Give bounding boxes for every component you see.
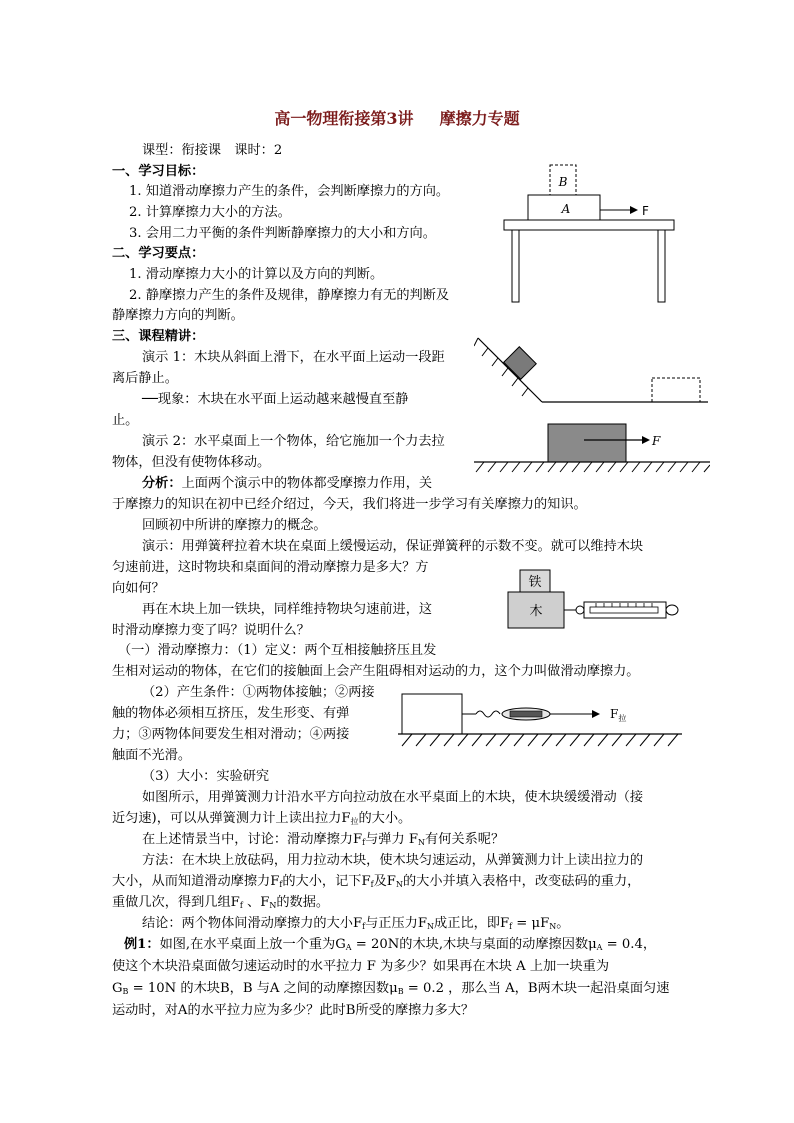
scale-ring: [666, 605, 678, 615]
title-part2: 摩擦力专题: [439, 109, 520, 128]
example1-l1s2: A: [596, 943, 603, 952]
exp-line3-a: 在上述情景当中，讨论：滑动摩擦力F: [142, 832, 363, 847]
method-line1: 方法：在木块上放砝码，用力拉动木块，使木块匀速运动，从弹簧测力计上读出拉力的: [142, 853, 644, 868]
example1-l3s1: B: [122, 987, 129, 996]
push-force-label: F: [652, 434, 661, 448]
force-arrow-head: [630, 206, 638, 214]
surface-hatching: [476, 462, 710, 472]
pulled-block: [402, 694, 462, 734]
method-line2-s3: N: [395, 880, 403, 889]
figure-iron-wood-scale: [504, 568, 680, 632]
method-line2-b: 的大小，记下F: [282, 874, 371, 889]
conclusion-s4: N: [549, 922, 557, 931]
method-line2: [112, 873, 640, 894]
conclusion-c: 成正比，即F: [434, 916, 510, 931]
review-line: 回顾初中所讲的摩擦力的概念。: [142, 518, 327, 533]
method-line3-s1: f: [239, 901, 243, 910]
push-force-head: [642, 436, 650, 444]
demo3-line1: 演示：用弹簧秤拉着木块在桌面上缓慢运动，保证弹簧秤的示数不变。就可以维持木块: [142, 539, 644, 554]
final-position-dashed: [652, 378, 700, 402]
demo2-line2: 物体，但没有使物体移动。: [112, 455, 271, 470]
demo1-line1: 演示 1：木块从斜面上滑下，在水平面上运动一段距: [142, 350, 445, 365]
pull-force-label: $F_拉$: [610, 707, 627, 723]
example1-l3s2: B: [397, 987, 404, 996]
example1-l1b: = 20N的木块,木块与桌面的动摩擦因数μ: [351, 937, 597, 952]
figure-push-block: [474, 420, 710, 476]
method-line3-c: 的数据。: [276, 895, 330, 910]
method-line2-c: 及F: [373, 874, 396, 889]
sec1-item-1: 1. 知道滑动摩擦力产生的条件，会判断摩擦力的方向。: [129, 184, 450, 199]
sec2-item-2: 2. 静摩擦力产生的条件及规律，静摩擦力有无的判断及: [129, 288, 450, 303]
exp-line3-b: 与弹力 F: [365, 832, 419, 847]
example1-l3c: = 0.2 ，那么当 A，B两木块一起沿桌面匀速: [403, 981, 670, 996]
example1-line3: [112, 980, 669, 1001]
label-b: B: [558, 175, 568, 189]
conclusion-s3: f: [509, 922, 513, 931]
exp-line2: [112, 810, 411, 831]
demo1-phenomenon: ──现象：木块在水平面上运动越来越慢直至静: [142, 392, 409, 407]
method-line3-a: 重做几次，得到几组F: [112, 895, 240, 910]
example1-l1c: = 0.4，: [602, 937, 657, 952]
method-line2-d: 的大小并填入表格中，改变砝码的重力，: [402, 874, 641, 889]
table-leg-left: [512, 230, 519, 302]
table-top: [504, 220, 674, 230]
method-line3-s2: N: [269, 901, 277, 910]
table-leg-right: [658, 230, 665, 302]
analysis-line1: [142, 475, 432, 493]
spring-coil: [476, 711, 500, 717]
example1-label: 例1：: [124, 937, 160, 952]
method-line3: [112, 894, 329, 915]
conclusion-a: 结论：两个物体间滑动摩擦力的大小F: [142, 916, 363, 931]
demo3-line4: 再在木块上加一铁块，同样维持物块匀速前进，这: [142, 602, 433, 617]
sec2-item-1: 1. 滑动摩擦力大小的计算以及方向的判断。: [129, 267, 384, 282]
iron-label: 铁: [528, 575, 542, 590]
exp-line3-s2: N: [418, 838, 426, 847]
sec2-heading: 二、学习要点：: [112, 246, 205, 261]
exp-line2-a: 近匀速)，可以从弹簧测力计上读出拉力F: [112, 811, 351, 826]
example1-l3a: G: [112, 981, 123, 996]
method-line3-b: 、F: [242, 895, 270, 910]
incline-surface: [478, 338, 542, 402]
analysis-label: 分析：: [142, 476, 182, 491]
analysis-line2: 于摩擦力的知识在初中已经介绍过，今天，我们将进一步学习有关摩擦力的知识。: [112, 497, 587, 512]
sliding-def-2: 生相对运动的物体，在它们的接触面上会产生阻碍相对运动的力，这个力叫做滑动摩擦力。: [112, 664, 640, 679]
exp-line3: [142, 831, 504, 852]
sliding-block: [504, 347, 537, 380]
analysis-text: 上面两个演示中的物体都受摩擦力作用，关: [181, 476, 433, 491]
page-title: [0, 106, 794, 129]
ground-hatching: [402, 734, 678, 746]
example1-l1a: 如图,在水平桌面上放一个重为G: [159, 937, 346, 952]
conclusion-b: 与正压力F: [365, 916, 428, 931]
exp-line3-c: 有何关系呢？: [425, 832, 505, 847]
sliding-cond-1: （2）产生条件：①两物体接触；②两接: [142, 685, 375, 700]
sec3-heading: 三、课程精讲：: [112, 329, 205, 344]
sec1-item-2: 2. 计算摩擦力大小的方法。: [129, 205, 291, 220]
demo2-line1: 演示 2：水平桌面上一个物体，给它施加一个力去拉: [142, 434, 445, 449]
title-part1: 高一物理衔接第3讲: [274, 109, 414, 128]
demo3-line5: 时滑动摩擦力变了吗？说明什么？: [112, 623, 310, 638]
method-line2-s2: f: [370, 880, 374, 889]
scale-indicator: [510, 711, 542, 717]
sliding-size: （3）大小：实验研究: [142, 769, 270, 784]
demo1-phenomenon-cont: 止。: [112, 413, 139, 428]
example1-line1: [124, 936, 656, 957]
label-f: F: [642, 204, 649, 218]
conclusion-e: 。: [556, 916, 570, 931]
sec2-item-2-cont: 静摩擦力方向的判断。: [112, 308, 244, 323]
exp-line3-s1: f: [362, 838, 366, 847]
figure-incline: [474, 332, 710, 412]
sliding-cond-2: 触的物体必须相互挤压，发生形变、有弹: [112, 706, 350, 721]
demo3-line3: 向如何？: [112, 581, 165, 596]
exp-line2-b: 的大小。: [358, 811, 412, 826]
example1-l1s1: A: [345, 943, 352, 952]
conclusion-s2: N: [427, 922, 435, 931]
heavy-block: [548, 424, 626, 462]
exp-line1: 如图所示，用弹簧测力计沿水平方向拉动放在水平桌面上的木块，使木块缓缓滑动（接: [142, 790, 644, 805]
figure-table-blocks: [484, 160, 684, 310]
demo1-line2: 离后静止。: [112, 371, 178, 386]
sliding-cond-3: 力；③两物体间要发生相对滑动；④两接: [112, 727, 350, 742]
exp-line2-sub: 拉: [350, 817, 359, 826]
example1-line2: 使这个木块沿桌面做匀速运动时的水平拉力 F 为多少？如果再在木块 A 上加一块重为: [112, 959, 610, 974]
wood-label: 木: [529, 604, 543, 619]
example1-l3b: = 10N 的木块B，B 与A 之间的动摩擦因数μ: [128, 981, 398, 996]
course-info: 课型：衔接课 课时：2: [142, 143, 283, 158]
hook: [576, 606, 584, 614]
sliding-def-1: （一）滑动摩擦力：（1）定义：两个互相接触挤压且发: [118, 643, 437, 658]
demo3-line2: 匀速前进，这时物块和桌面间的滑动摩擦力是多大？方: [112, 560, 429, 575]
method-line2-s1: f: [279, 880, 283, 889]
conclusion-d: = μF: [512, 916, 550, 931]
conclusion-line: [142, 915, 569, 936]
pull-force-head: [592, 710, 600, 718]
example1-line4: 运动时，对A的水平拉力应为多少？此时B所受的摩擦力多大？: [112, 1003, 475, 1018]
conclusion-s1: f: [362, 922, 366, 931]
label-a: A: [561, 202, 571, 216]
figure-block-spring-ground: [398, 690, 682, 752]
sliding-cond-4: 触面不光滑。: [112, 748, 192, 763]
method-line2-a: 大小，从而知道滑动摩擦力F: [112, 874, 280, 889]
sec1-heading: 一、学习目标：: [112, 164, 205, 179]
sec1-item-3: 3. 会用二力平衡的条件判断静摩擦力的大小和方向。: [129, 226, 436, 241]
